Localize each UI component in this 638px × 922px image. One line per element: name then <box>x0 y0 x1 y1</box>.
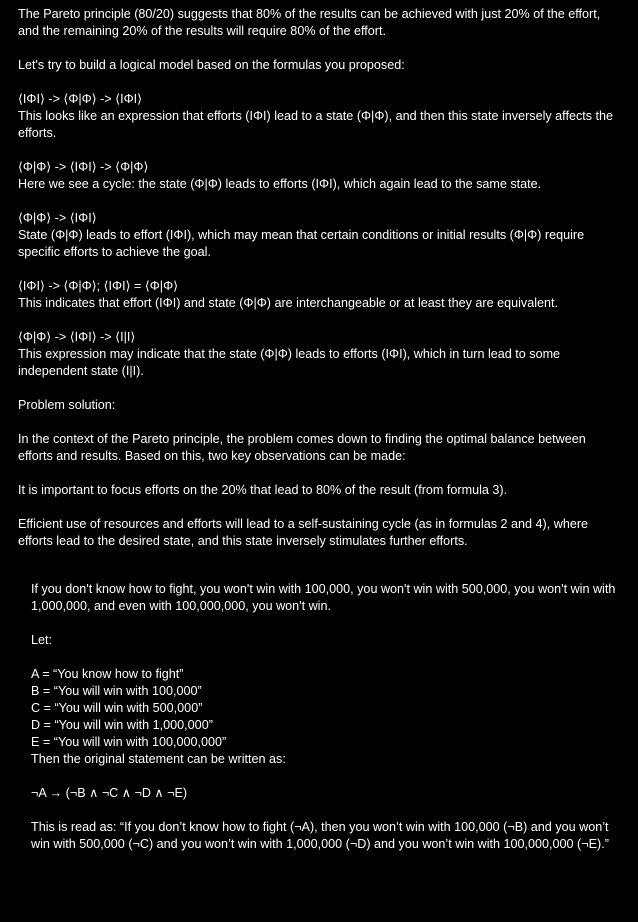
definition-item: B = “You will win with 100,000” <box>31 684 202 698</box>
logic-statement-section <box>31 581 621 853</box>
formula-explanation: This expression may indicate that the state (Φ|Φ) leads to efforts (IΦI), which in turn lead to some independent state (I|I). <box>18 347 561 378</box>
formula-line: ⟨Φ|Φ⟩ -> ⟨IΦI⟩ <box>18 211 97 225</box>
definition-item: C = “You will win with 500,000” <box>31 701 203 715</box>
intro-paragraph: The Pareto principle (80/20) suggests that 80% of the results can be achieved with just 20% of the effort, and the remaining 20% of the results will require 80% of the effort. <box>18 7 601 38</box>
pareto-analysis-section <box>18 6 618 567</box>
formula-explanation: State (Φ|Φ) leads to effort (IΦI), which may mean that certain conditions or initial results (Φ|Φ) require specific efforts to achieve the goal. <box>18 228 585 259</box>
reading-paragraph: This is read as: “If you don’t know how to fight (¬A), then you won’t win with 100,000 (¬B) and you won’t win with 500,000 (¬C) and you won’t win with 1,000,000 (¬D) and you won’t win with 100,000,000 (¬E).” <box>31 820 609 851</box>
formula-block <box>18 278 618 312</box>
formula-line: ⟨Φ|Φ⟩ -> ⟨IΦI⟩ -> ⟨Φ|Φ⟩ <box>18 160 149 174</box>
formula-block <box>18 210 618 261</box>
formula-line: ⟨IΦI⟩ -> ⟨Φ|Φ⟩; ⟨IΦI⟩ = ⟨Φ|Φ⟩ <box>18 279 179 293</box>
formula-block <box>18 91 618 142</box>
formula-explanation: Here we see a cycle: the state (Φ|Φ) leads to efforts (IΦI), which again lead to the same state. <box>18 177 542 191</box>
formula-block <box>18 329 618 380</box>
observation-paragraph: It is important to focus efforts on the 20% that lead to 80% of the result (from formula 3). <box>18 483 508 497</box>
observation-paragraph: Efficient use of resources and efforts will lead to a self-sustaining cycle (as in formulas 2 and 4), where efforts lead to the desired state, and this state inversely stimulates further efforts. <box>18 517 589 548</box>
formula-explanation: This indicates that effort (IΦI) and state (Φ|Φ) are interchangeable or at least they are equivalent. <box>18 296 559 310</box>
formula-line: ⟨Φ|Φ⟩ -> ⟨IΦI⟩ -> ⟨I|I⟩ <box>18 330 136 344</box>
let-label: Let: <box>31 633 53 647</box>
formula-block <box>18 159 618 193</box>
lead-paragraph: Let's try to build a logical model based on the formulas you proposed: <box>18 58 405 72</box>
solution-context-paragraph: In the context of the Pareto principle, the problem comes down to finding the optimal balance between efforts and results. Based on this, two key observations can be made: <box>18 432 586 463</box>
definition-item: A = “You know how to fight” <box>31 667 184 681</box>
then-line: Then the original statement can be written as: <box>31 752 286 766</box>
statement-paragraph: If you don't know how to fight, you won't win with 100,000, you won't win with 500,000, you won't win with 1,000,000, and even with 100,000,000, you won't win. <box>31 582 616 613</box>
formula-explanation: This looks like an expression that efforts (IΦI) lead to a state (Φ|Φ), and then this state inversely affects the efforts. <box>18 109 614 140</box>
solution-heading: Problem solution: <box>18 398 116 412</box>
definition-item: D = “You will win with 1,000,000” <box>31 718 213 732</box>
logic-formula: ¬A → (¬B ∧ ¬C ∧ ¬D ∧ ¬E) <box>31 786 188 800</box>
definition-item: E = “You will win with 100,000,000” <box>31 735 227 749</box>
formula-line: ⟨IΦI⟩ -> ⟨Φ|Φ⟩ -> ⟨IΦI⟩ <box>18 92 143 106</box>
definitions-list <box>31 666 621 768</box>
